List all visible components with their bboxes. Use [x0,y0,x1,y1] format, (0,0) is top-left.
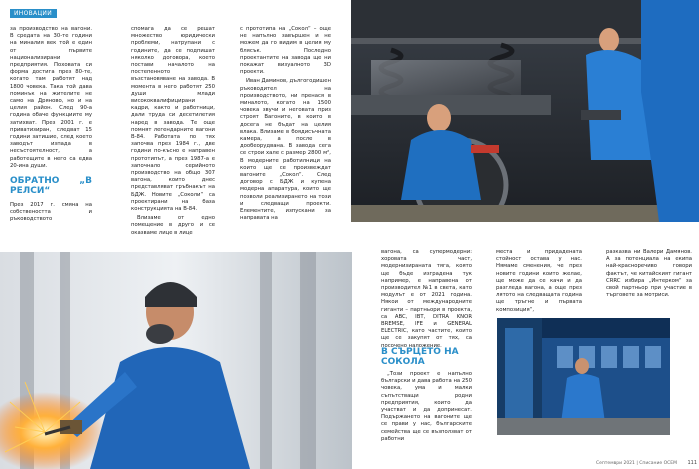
photo-welder-image [0,252,352,469]
footer-text: Септември 2021 | Списание ОСЕМ [595,461,677,466]
text-column-6 [606,249,692,301]
page-number: 111 [687,460,697,466]
subheading-back-on-track: ОБРАТНО „В РЕЛСИ“ [10,176,92,197]
text-column-4 [381,249,472,352]
text-column-4b [381,371,472,445]
paragraph: за производство на вагони. В средата на 30-те години на миналия век той е един от първите национализирани предприятия. Поховата си форма достига през 80-те, когато там работят над 1800 човека. Така той дава поминък на жителите не само на Дряново, но и на целия район. След 90-а година обаче функциите му затихват. През 2001 г. е приватизиран, следват 15 години затишие, след което заводът изпада в несъстоятелност, а работещите в него са едва 20-ина души. [10,26,92,169]
paragraph: спомага да се решат множество юридически проблеми, натрупани с годините, да се подпишат няколко договора, което постави началото на постепенното възстановяване на завода. В момента в него работят 250 души млади висококвалифицирани кадри, както и работници, дали труда си десетилетия наред в завода. Те още помнят легендарните вагони В-84. Работата по тях започва през 1984 г., две години по-късно е направен прототипът, а през 1987-а е започнало серийното производство на общо 307 вагона, които днес представляват гръбнакът на БДЖ. Новите „Соколи“ са проектирани на база конструкцията на В-84. [131,26,215,213]
paragraph: с прототипа на „Сокол“ – още не напълно завършен и не можем да го видим в целия му блясък. Последно проектантите на завода ще ни покажат визуалното 3D проекти. [240,26,331,76]
paragraph: Иван Даминов, дългогодишен ръководител на производството, ни пренася в миналото, когато на 1500 човека звучи и неговата приз строят Вагоните, в които в досега не бъдат на целия влака. Влизаме в боядисъчната камера, а после в дообеорудвана. В завода сега се строи хале с размер 2800 м², В модерните работилници на които ще се произвеждат вагоните „Сокол“. След договор с БДЖ и купена модерна апаратура, които ще позволи реализирането на този и следващи проекти. Елементите, изпускани за направата на [240,78,332,222]
paragraph: разказва ни Валери Дамянов. А за потенциала на екипа най-красноречиво говори фактът, че китайският гигант CRRC избира „Интерком“ за свой партньор при участие в търговете за мотриси. [606,249,692,299]
paragraph: Влизаме от едно помещение в друго и се оказваме лице в лице [131,215,215,236]
subheading-heart-of-sokol: В СЪРЦЕТО НА СОКОЛА [381,347,459,367]
paragraph: места и придадената стойност остава у нас. Нямаме сменения, че през новите години които желае, ще може да се качи и да разгледа вагона, а още през лятото на следващата година ще тръгне и първата композиция“, [496,249,582,313]
paragraph: вагона, са супермодерни: хоровата част, модернизираната тяга, която ще бъде изградена тук например, е направена от производител №1 в света, като модулът е от 2021 година. Някои от международните гиганти – партньори в проекта, са ABC, IBT, DITRA KNOR BREMSE, IFE и GENERAL ELECTRIC, като частите, които ще се закупят от тях, са посочено наложение. [381,249,472,349]
photo-bogie-workers-image [351,0,699,222]
paragraph: През 2017 г. смяна на собствеността и ръководството [10,202,92,223]
text-column-3 [240,26,331,224]
text-column-2 [131,26,215,239]
photo-train-car [497,318,670,435]
section-tag: ИНОВАЦИИ [10,9,57,18]
paragraph: „Този проект е напълно български и дава работа на 250 човека, ума и малки съпътстващи родни предприятия, които да участват и да допринесат. Подържането на вагоните ще се прави у нас, българските семейства ще се възползват от работни [381,371,472,442]
photo-bogie-workers [351,0,699,222]
text-column-1 [10,26,92,226]
text-column-5 [496,249,582,316]
photo-welder [0,252,352,469]
photo-train-car-image [497,318,670,435]
